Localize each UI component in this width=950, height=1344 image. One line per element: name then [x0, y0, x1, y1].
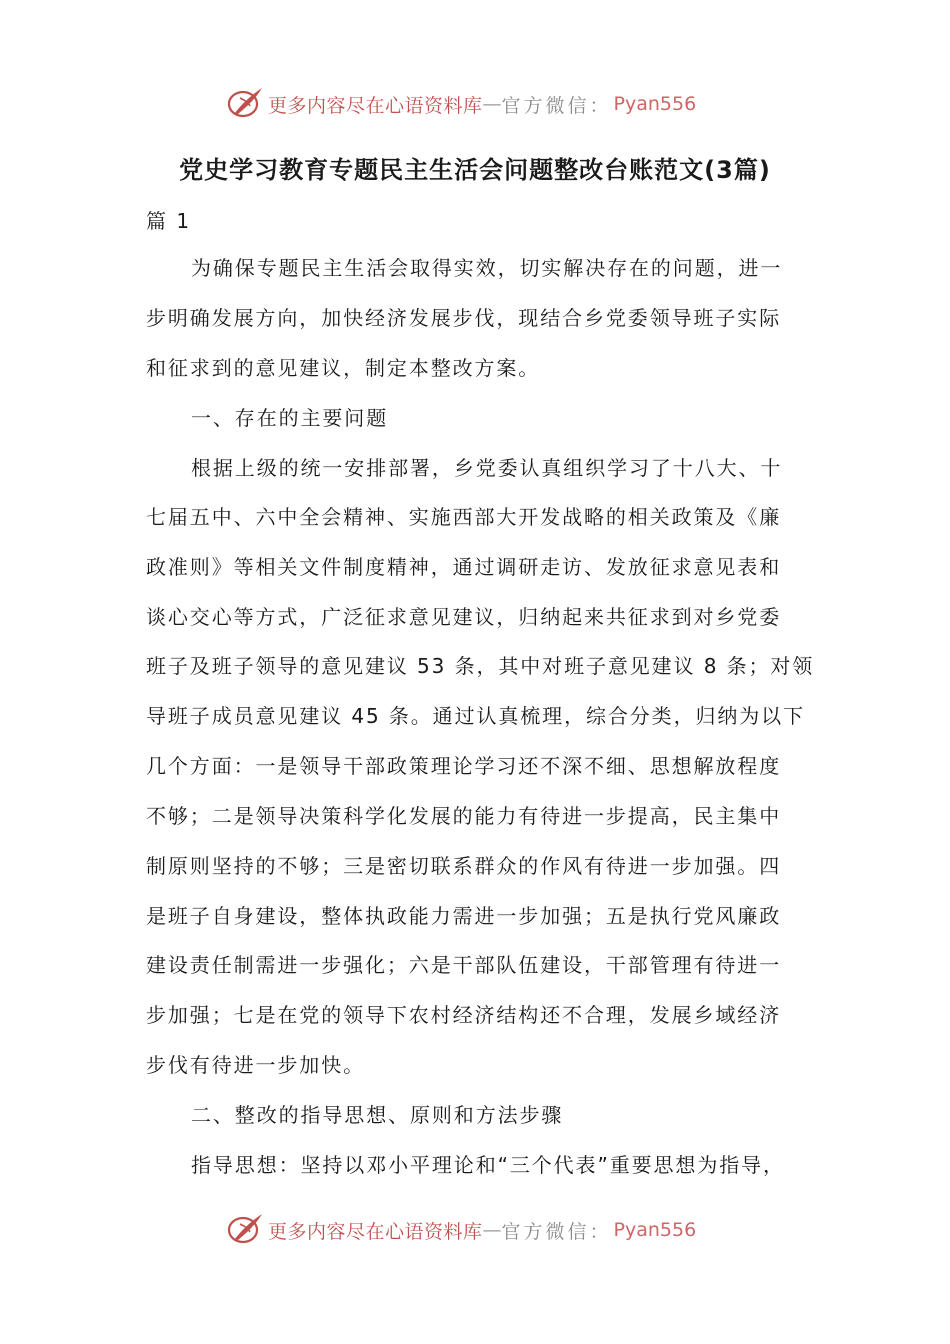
footer-banner	[226, 1208, 746, 1252]
body-line: 是班子自身建设，整体执政能力需进一步加强；五是执行党风廉政	[146, 904, 782, 928]
body-line: 根据上级的统一安排部署，乡党委认真组织学习了十八大、十	[191, 456, 783, 480]
section-label: 篇 1	[146, 209, 192, 233]
body-line: 为确保专题民主生活会取得实效，切实解决存在的问题，进一	[191, 256, 783, 280]
heading-line: 二、整改的指导思想、原则和方法步骤	[191, 1103, 564, 1127]
banner-dash: —	[482, 1219, 502, 1241]
body-line: 步伐有待进一步加快。	[146, 1053, 365, 1077]
body-line: 步加强；七是在党的领导下农村经济结构还不合理，发展乡域经济	[146, 1003, 782, 1027]
body-line: 几个方面：一是领导干部政策理论学习还不深不细、思想解放程度	[146, 754, 782, 778]
banner-dash: —	[482, 93, 502, 115]
banner-official-label: 官方微信：	[501, 1220, 612, 1243]
heading-line: 一、存在的主要问题	[191, 406, 389, 430]
document-title: 党史学习教育专题民主生活会问题整改台账范文(3篇)	[179, 156, 771, 184]
body-line: 建设责任制需进一步强化；六是干部队伍建设，干部管理有待进一	[146, 953, 782, 977]
body-line: 和征求到的意见建议，制定本整改方案。	[146, 356, 541, 380]
body-line: 导班子成员意见建议 45 条。通过认真梳理，综合分类，归纳为以下	[146, 704, 805, 728]
body-line: 步明确发展方向，加快经济发展步伐，现结合乡党委领导班子实际	[146, 306, 782, 330]
body-line: 班子及班子领导的意见建议 53 条，其中对班子意见建议 8 条；对领	[146, 654, 815, 678]
banner-text: 更多内容尽在心语资料库	[268, 94, 483, 117]
body-line: 指导思想：坚持以邓小平理论和“三个代表”重要思想为指导，	[191, 1153, 785, 1177]
banner-text: 更多内容尽在心语资料库	[268, 1220, 483, 1243]
header-banner	[226, 82, 746, 126]
body-line: 制原则坚持的不够；三是密切联系群众的作风有待进一步加强。四	[146, 854, 782, 878]
quill-logo-icon	[226, 1210, 266, 1250]
body-line: 七届五中、六中全会精神、实施西部大开发战略的相关政策及《廉	[146, 505, 782, 529]
body-line: 政准则》等相关文件制度精神，通过调研走访、发放征求意见表和	[146, 555, 782, 579]
banner-wechat-id: Pyan556	[613, 1219, 697, 1241]
quill-logo-icon	[226, 84, 266, 124]
body-line: 不够；二是领导决策科学化发展的能力有待进一步提高，民主集中	[146, 804, 782, 828]
banner-official-label: 官方微信：	[501, 94, 612, 117]
banner-wechat-id: Pyan556	[613, 93, 697, 115]
body-line: 谈心交心等方式，广泛征求意见建议，归纳起来共征求到对乡党委	[146, 605, 782, 629]
